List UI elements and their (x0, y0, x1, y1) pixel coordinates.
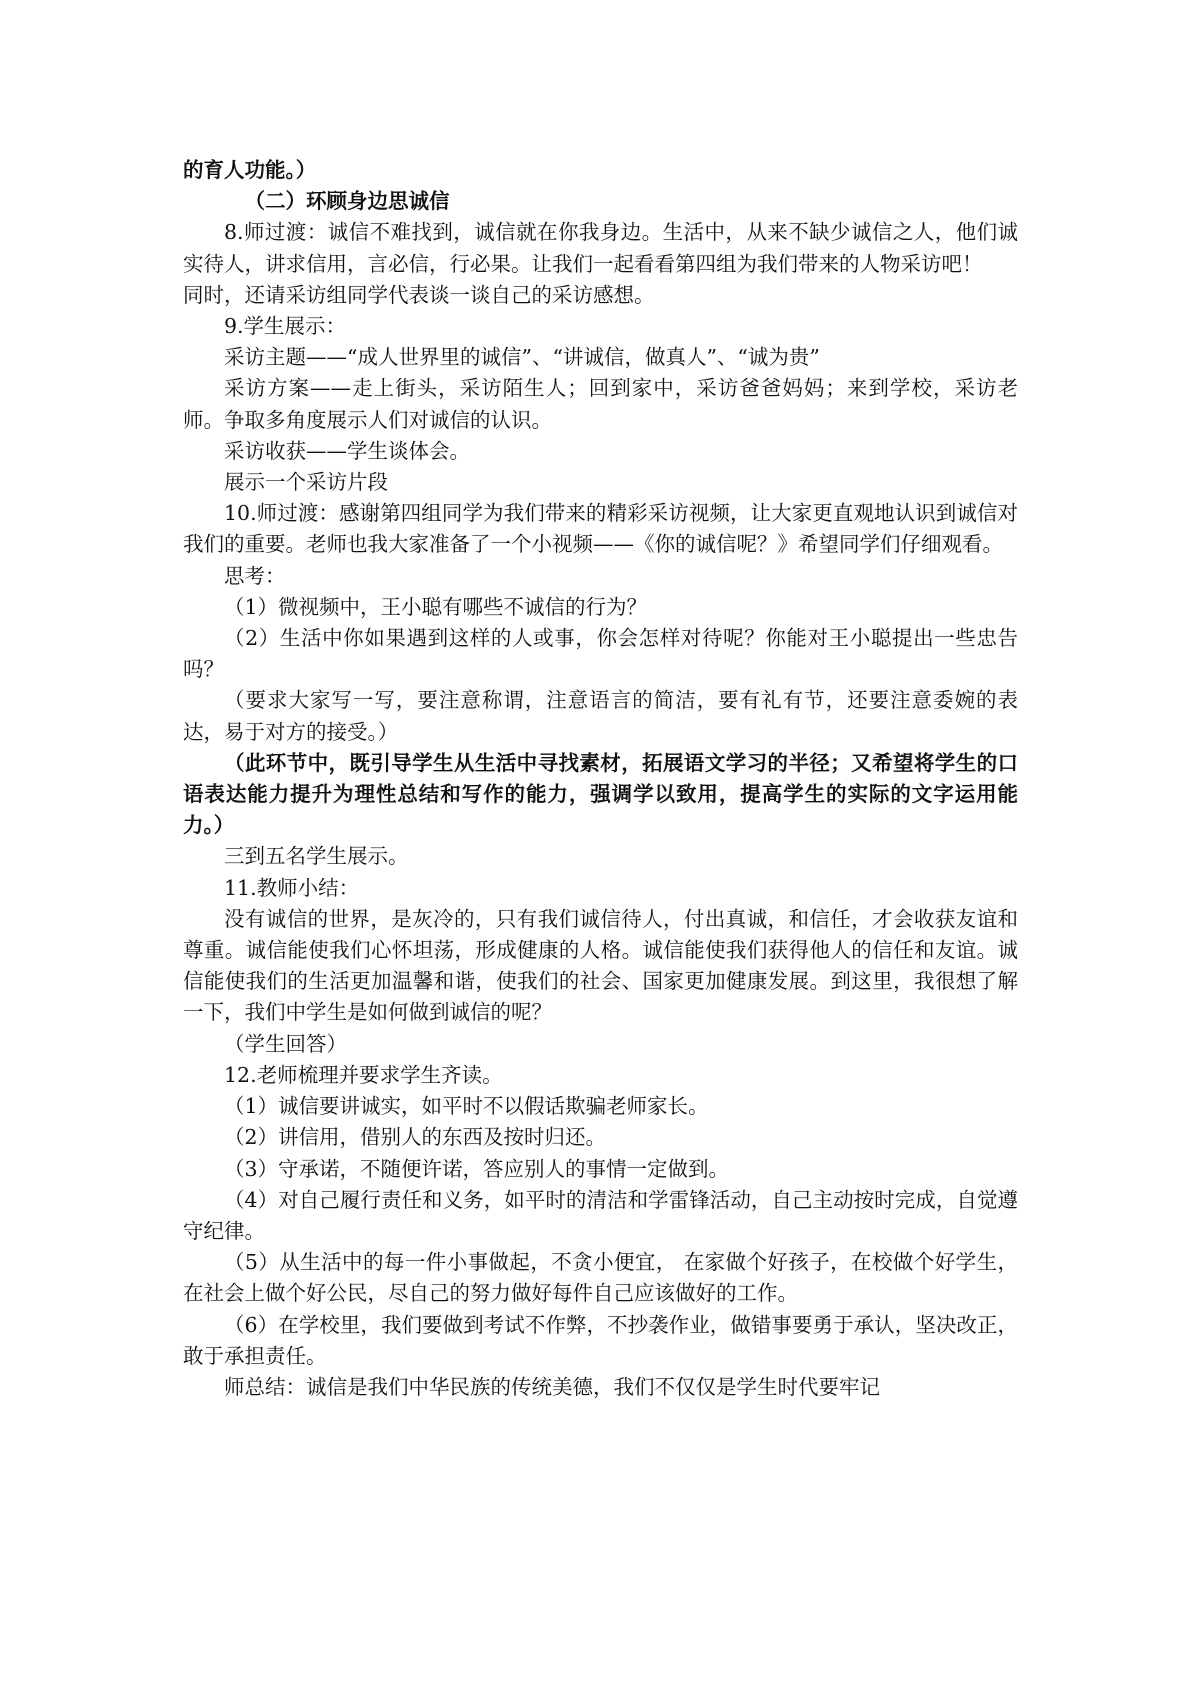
paragraph-step-10: 10.师过渡：感谢第四组同学为我们带来的精彩采访视频，让大家更直观地认识到诚信对我们的重要。老师也我大家准备了一个小视频——《你的诚信呢？》希望同学们仔细观看。 (183, 501, 1018, 557)
paragraph-interview-feelings: 同时，还请采访组同学代表谈一谈自己的采访感想。 (183, 282, 655, 307)
paragraph-student-show: 三到五名学生展示。 (224, 844, 409, 869)
paragraph-interview-plan: 采访方案——走上街头，采访陌生人；回到家中，采访爸爸妈妈；来到学校，采访老师。争取多角度展示人们对诚信的认识。 (183, 376, 1018, 432)
paragraph-step-8: 8.师过渡：诚信不难找到，诚信就在你我身边。生活中，从来不缺少诚信之人，他们诚实待人，讲求信用，言必信，行必果。让我们一起看看第四组为我们带来的人物采访吧！ (183, 220, 1018, 276)
list-item-4: （4）对自己履行责任和义务，如平时的清洁和学雷锋活动，自己主动按时完成，自觉遵守纪律。 (183, 1187, 1018, 1243)
paragraph-think: 思考： (224, 563, 286, 588)
list-item-3: （3）守承诺，不随便许诺，答应别人的事情一定做到。 (224, 1156, 730, 1181)
list-item-5: （5）从生活中的每一件小事做起，不贪小便宜， 在家做个好孩子，在校做个好学生， 在社会上做个好公民，尽自己的努力做好每件自己应该做好的工作。 (183, 1250, 1018, 1306)
paragraph-step-11: 11.教师小结： (224, 875, 360, 900)
paragraph-final-summary: 师总结：诚信是我们中华民族的传统美德，我们不仅仅是学生时代要牢记 (224, 1374, 880, 1399)
list-item-2: （2）讲信用，借别人的东西及按时归还。 (224, 1125, 607, 1150)
paragraph-interview-theme: 采访主题——“成人世界里的诚信”、“讲诚信，做真人”、“诚为贵” (224, 345, 820, 370)
list-item-1: （1）诚信要讲诚实，如平时不以假话欺骗老师家长。 (224, 1094, 709, 1119)
document-page (183, 155, 1018, 1403)
paragraph-student-answer: （学生回答） (224, 1031, 347, 1056)
paragraph-writing-requirement: （要求大家写一写，要注意称谓，注意语言的简洁，要有礼有节，还要注意委婉的表达，易于对方的接受。） (183, 688, 1018, 744)
list-item-6: （6）在学校里，我们要做到考试不作弊，不抄袭作业，做错事要勇于承认，坚决改正，敢于承担责任。 (183, 1312, 1018, 1368)
paragraph-closing-note: 的育人功能。） (183, 158, 317, 182)
paragraph-design-note: （此环节中，既引导学生从生活中寻找素材，拓展语文学习的半径；又希望将学生的口语表达能力提升为理性总结和写作的能力，强调学以致用，提高学生的实际的文字运用能力。） (183, 750, 1018, 838)
paragraph-teacher-summary: 没有诚信的世界，是灰冷的，只有我们诚信待人，付出真诚，和信任，才会收获友谊和尊重。诚信能使我们心怀坦荡，形成健康的人格。诚信能使我们获得他人的信任和友谊。诚信能使我们的生活更加温馨和谐，使我们的社会、国家更加健康发展。到这里，我很想了解一下，我们中学生是如何做到诚信的呢？ (183, 906, 1018, 1025)
paragraph-interview-gains: 采访收获——学生谈体会。 (224, 438, 470, 463)
paragraph-step-9: 9.学生展示： (224, 314, 347, 339)
paragraph-question-2: （2）生活中你如果遇到这样的人或事，你会怎样对待呢？你能对王小聪提出一些忠告吗？ (183, 626, 1018, 682)
paragraph-question-1: （1）微视频中，王小聪有哪些不诚信的行为？ (224, 594, 648, 619)
section-heading: （二）环顾身边思诚信 (244, 189, 450, 214)
paragraph-step-12: 12.老师梳理并要求学生齐读。 (224, 1062, 503, 1087)
paragraph-interview-clip: 展示一个采访片段 (224, 470, 388, 495)
